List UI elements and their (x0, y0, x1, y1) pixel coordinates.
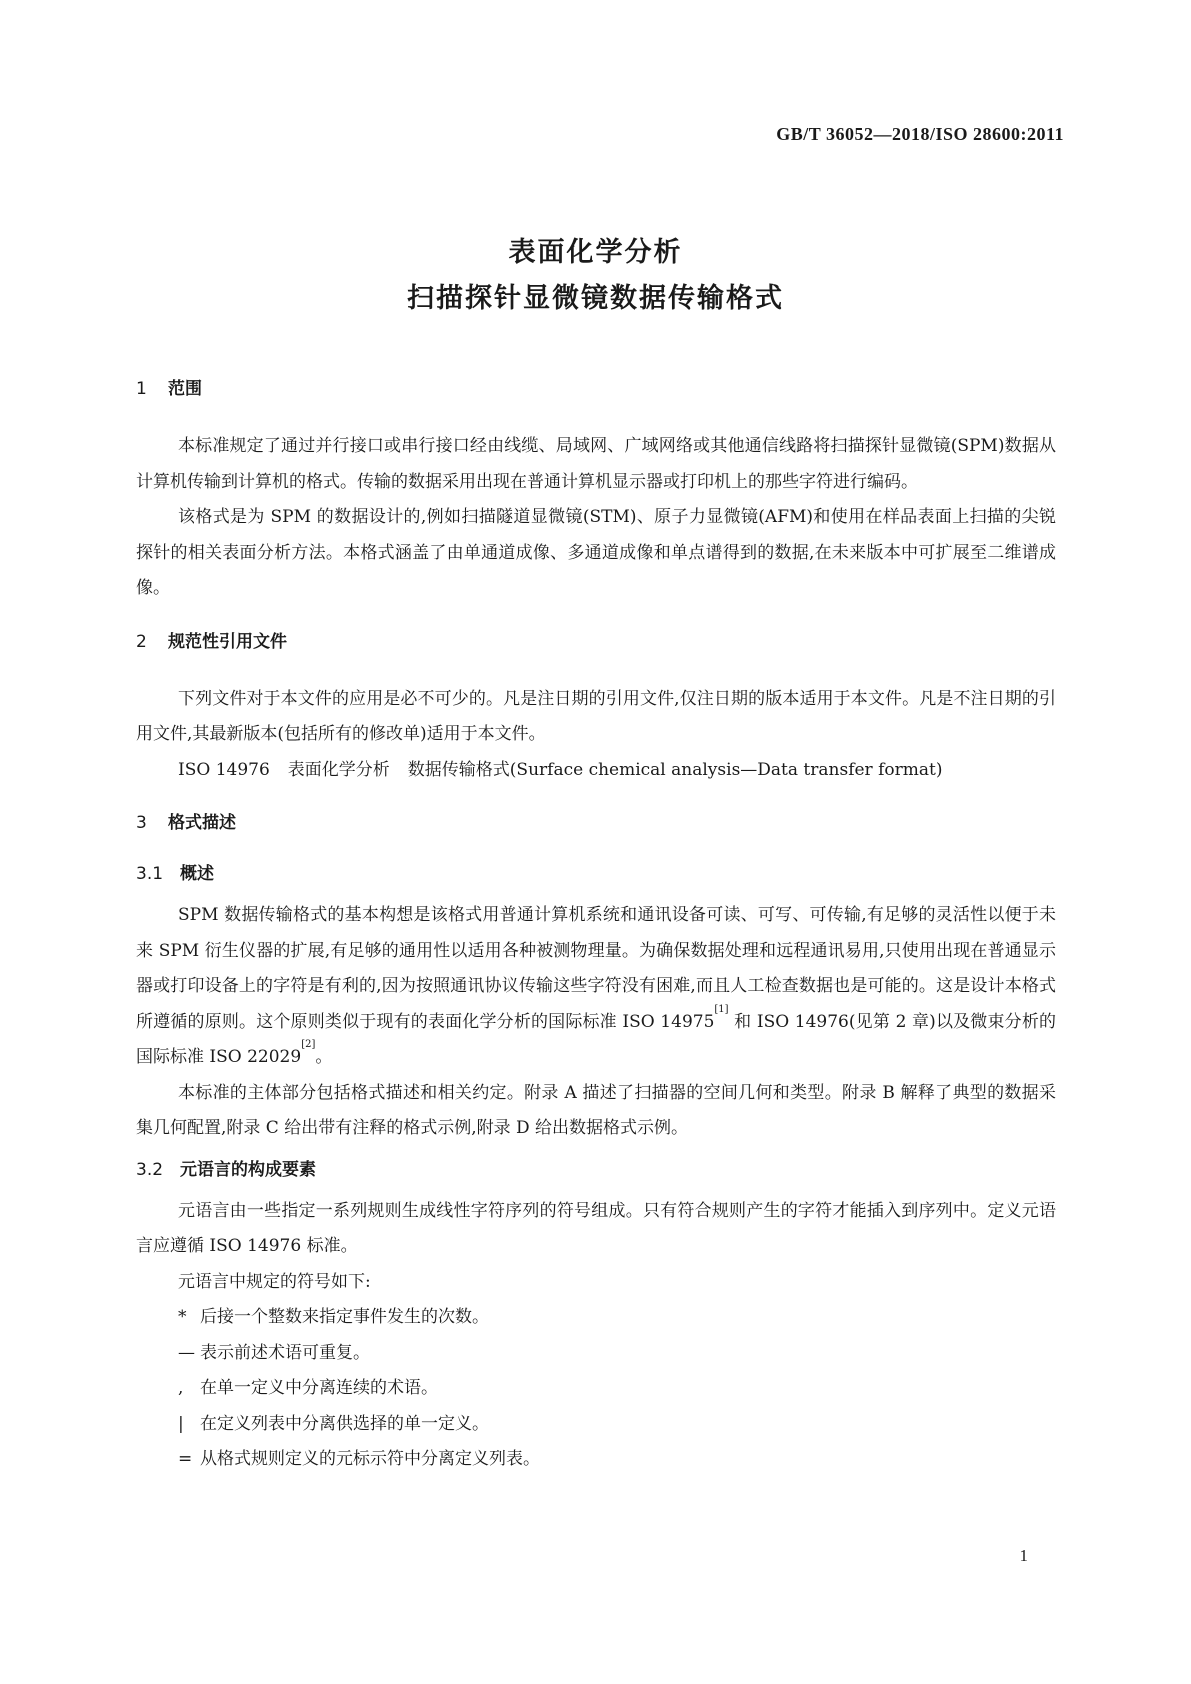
symbol-item: * 后接一个整数来指定事件发生的次数。 (136, 1300, 1056, 1336)
paragraph: 元语言由一些指定一系列规则生成线性字符序列的符号组成。只有符合规则产生的字符才能插入到序列中。定义元语言应遵循 ISO 14976 标准。 (136, 1200, 1056, 1256)
symbol-item: — 表示前述术语可重复。 (136, 1336, 1056, 1372)
section-3-heading (136, 808, 1056, 833)
section-number: 3 (136, 813, 147, 833)
reference-title-part1: 表面化学分析 (287, 759, 390, 780)
page-number: 1 (1019, 1546, 1028, 1565)
citation-2[interactable]: [2] (301, 1039, 316, 1050)
symbol-glyph: = (178, 1449, 193, 1469)
symbol-item: | 在定义列表中分离供选择的单一定义。 (136, 1407, 1056, 1443)
section-number: 1 (136, 379, 147, 399)
document-title-line2: 扫描探针显微镜数据传输格式 (407, 283, 784, 314)
document-body (136, 374, 1056, 1478)
paragraph: 下列文件对于本文件的应用是必不可少的。凡是注日期的引用文件,仅注日期的版本适用于本文件。凡是不注日期的引用文件,其最新版本(包括所有的修改单)适用于本文件。 (136, 688, 1056, 744)
symbol-glyph: * (178, 1307, 187, 1327)
section-title: 格式描述 (168, 813, 236, 833)
section-number: 3.2 (136, 1159, 164, 1180)
paragraph: 该格式是为 SPM 的数据设计的,例如扫描隧道显微镜(STM)、原子力显微镜(AFM)和使用在样品表面上扫描的尖锐探针的相关表面分析方法。本格式涵盖了由单通道成像、多通道成像和单点谱得到的数据,在未来版本中可扩展至二维谱成像。 (136, 507, 1056, 598)
section-title: 规范性引用文件 (168, 631, 287, 652)
normative-reference (136, 753, 1056, 789)
section-title: 范围 (168, 379, 202, 399)
section-title: 概述 (180, 864, 214, 884)
paragraph: 本标准的主体部分包括格式描述和相关约定。附录 A 描述了扫描器的空间几何和类型。附录 B 解释了典型的数据采集几何配置,附录 C 给出带有注释的格式示例,附录 D 给出数据格式示例。 (136, 1082, 1056, 1138)
section-3-2-heading (136, 1155, 1056, 1180)
reference-title-part2: 数据传输格式(Surface chemical analysis—Data transfer format) (407, 759, 943, 780)
section-number: 2 (136, 631, 147, 652)
paragraph: SPM 数据传输格式的基本构想是该格式用普通计算机系统和通讯设备可读、可写、可传输,有足够的灵活性以便于未来 SPM 衍生仪器的扩展,有足够的通用性以适用各种被测物理量。为确保数据处理和远程通讯易用,只使用出现在普通显示器或打印设备上的字符是有利的,因为按照通讯协议传输这些字符没有困难,而且人工检查数据也是可能的。这是设计本格式所遵循的原则。这个原则类似于现有的表面化学分析的国际标准 ISO 14975[1] 和 ISO 14976(见第 2 章)以及微束分析的国际标准 ISO 22029[2]。 (136, 905, 1056, 1067)
symbol-glyph: — (178, 1342, 195, 1363)
paragraph: 元语言中规定的符号如下: (178, 1271, 371, 1292)
section-2-heading (136, 627, 1056, 652)
reference-code: ISO 14976 (178, 759, 270, 780)
section-number: 3.1 (136, 864, 164, 884)
section-3-1-heading (136, 859, 1056, 884)
symbol-glyph: , (178, 1378, 184, 1398)
symbol-item: , 在单一定义中分离连续的术语。 (136, 1371, 1056, 1407)
section-title: 元语言的构成要素 (180, 1159, 316, 1180)
paragraph: 本标准规定了通过并行接口或串行接口经由线缆、局域网、广域网络或其他通信线路将扫描探针显微镜(SPM)数据从计算机传输到计算机的格式。传输的数据采用出现在普通计算机显示器或打印机上的那些字符进行编码。 (136, 436, 1056, 492)
section-1-heading (136, 374, 1056, 399)
document-code: GB/T 36052—2018/ISO 28600:2011 (776, 124, 1064, 144)
symbol-glyph: | (178, 1413, 184, 1434)
document-title-line1: 表面化学分析 (508, 237, 683, 268)
symbol-item: = 从格式规则定义的元标示符中分离定义列表。 (136, 1442, 1056, 1478)
citation-1[interactable]: [1] (714, 1003, 729, 1015)
